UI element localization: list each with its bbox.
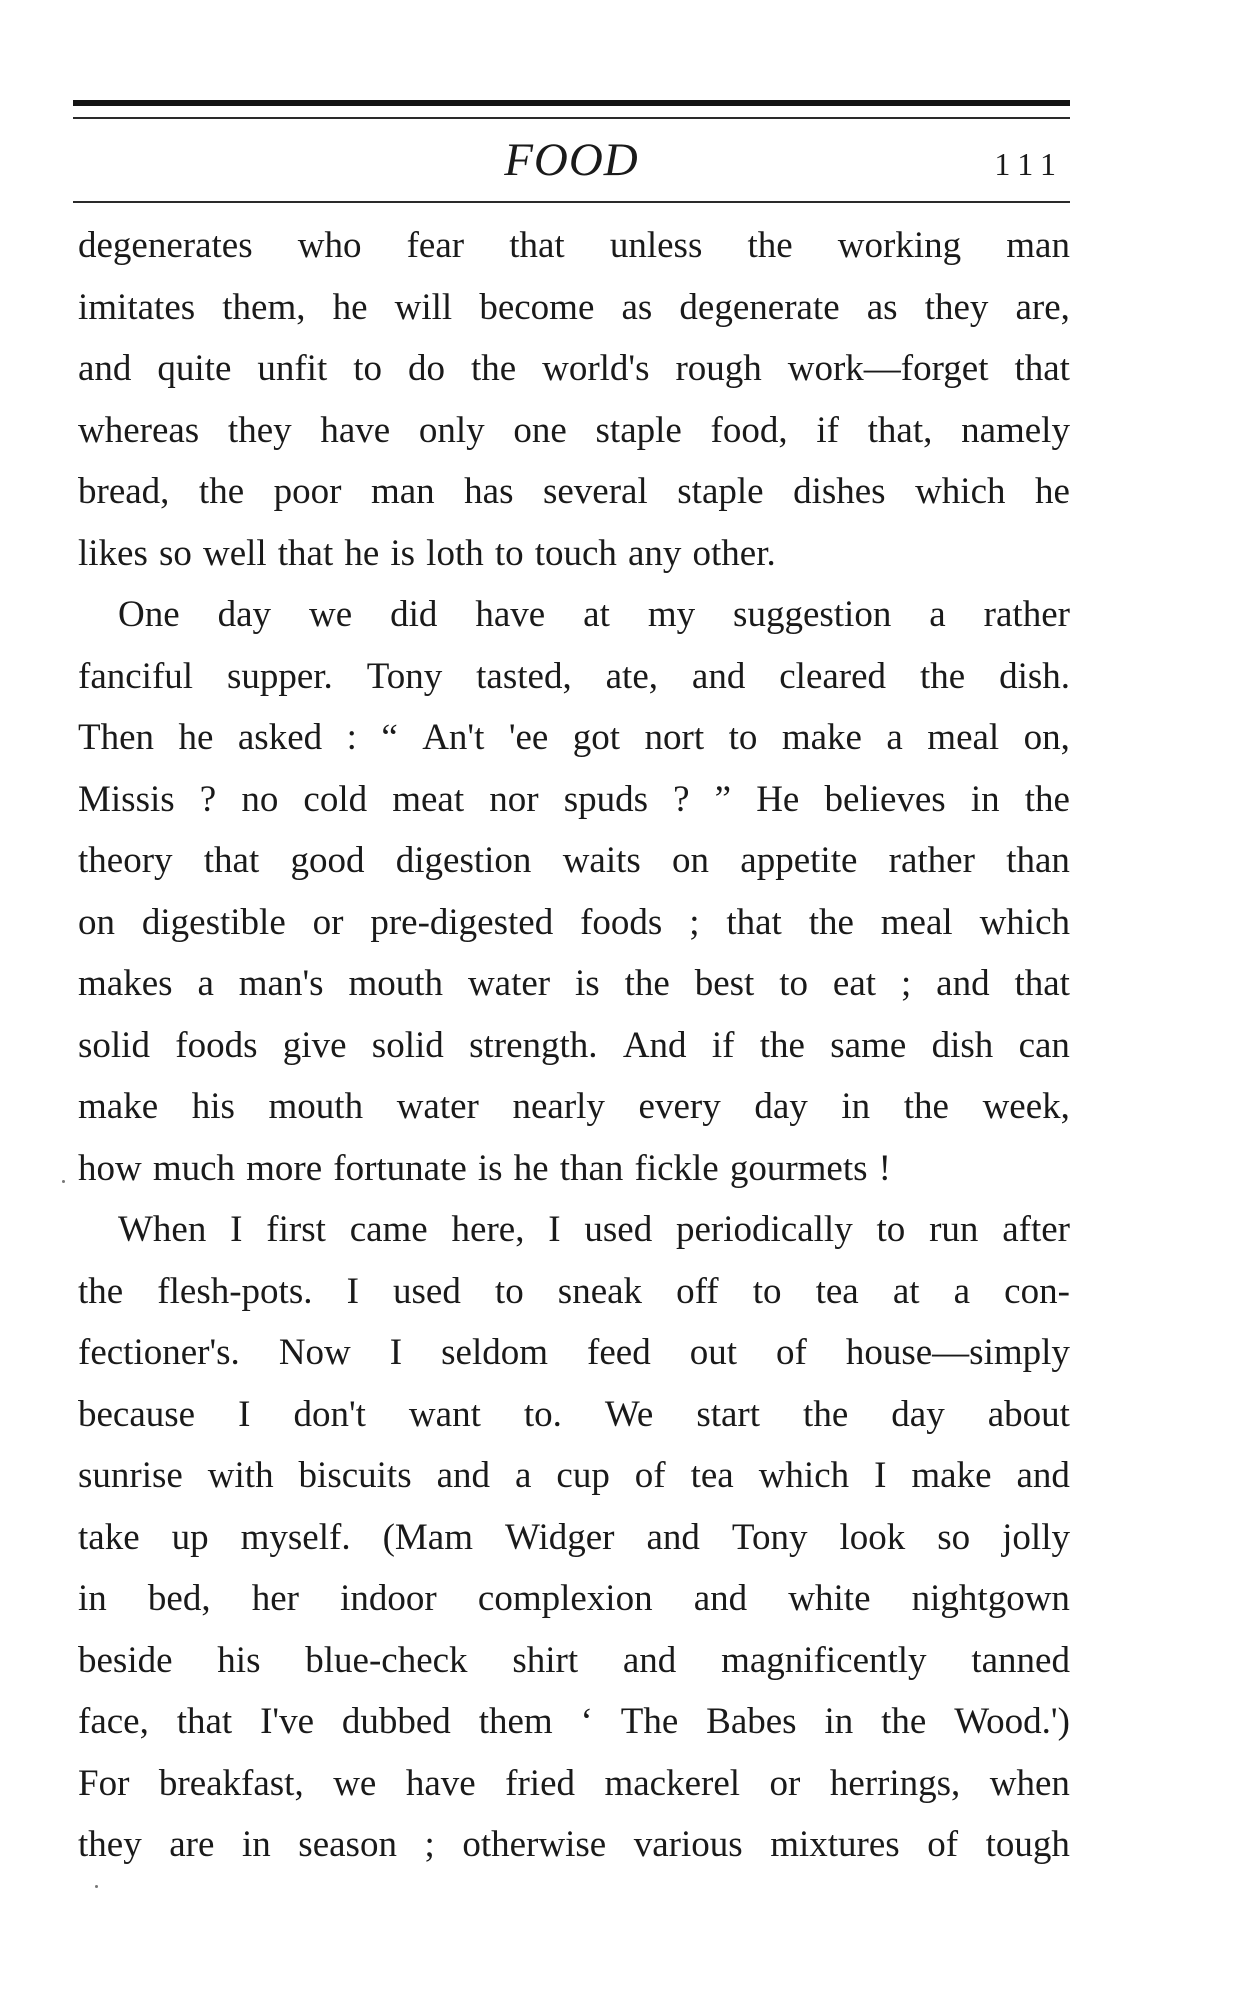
text-line: how much more fortunate is he than fickle gourmets !: [78, 1147, 891, 1189]
text-line: beside his blue-check shirt and magnificently tanned: [78, 1639, 1070, 1681]
head-rule: [73, 201, 1070, 203]
body-text: [78, 215, 1070, 1876]
text-line: likes so well that he is loth to touch any other.: [78, 532, 776, 574]
text-line: When I first came here, I used periodically to run after: [118, 1209, 1070, 1250]
page-number: 111: [994, 146, 1064, 182]
text-line: sunrise with biscuits and a cup of tea which I make and: [78, 1455, 1070, 1496]
text-line: theory that good digestion waits on appetite rather than: [78, 840, 1070, 881]
text-line: whereas they have only one staple food, if that, namely: [78, 409, 1070, 451]
text-line: make his mouth water nearly every day in the week,: [78, 1086, 1070, 1127]
text-line: fanciful supper. Tony tasted, ate, and cleared the dish.: [78, 655, 1070, 697]
text-line: bread, the poor man has several staple dishes which he: [78, 471, 1070, 512]
running-title: FOOD: [504, 134, 639, 186]
text-line: take up myself. (Mam Widger and Tony look so jolly: [78, 1516, 1070, 1558]
text-line: in bed, her indoor complexion and white nightgown: [78, 1578, 1070, 1619]
text-line: face, that I've dubbed them ‘ The Babes in the Wood.'): [78, 1701, 1070, 1742]
text-line: the flesh-pots. I used to sneak off to tea at a con-: [78, 1270, 1070, 1312]
page-speck: [62, 1180, 65, 1183]
top-rule-thin: [73, 117, 1070, 119]
text-line: Missis ? no cold meat nor spuds ? ” He believes in the: [78, 778, 1070, 820]
text-line: Then he asked : “ An't 'ee got nort to make a meal on,: [78, 717, 1070, 758]
text-line: because I don't want to. We start the day about: [78, 1393, 1070, 1435]
text-line: on digestible or pre-digested foods ; that the meal which: [78, 901, 1070, 943]
text-line: fectioner's. Now I seldom feed out of house—simply: [78, 1332, 1070, 1373]
running-head: [73, 130, 1070, 200]
text-line: degenerates who fear that unless the working man: [78, 225, 1070, 266]
text-line: and quite unfit to do the world's rough work—forget that: [78, 348, 1070, 389]
text-line: One day we did have at my suggestion a rather: [118, 594, 1070, 635]
text-line: makes a man's mouth water is the best to eat ; and that: [78, 963, 1070, 1004]
page-speck: [95, 1885, 98, 1888]
text-line: imitates them, he will become as degenerate as they are,: [78, 286, 1070, 328]
text-line: they are in season ; otherwise various mixtures of tough: [78, 1824, 1070, 1865]
text-line: solid foods give solid strength. And if the same dish can: [78, 1024, 1070, 1066]
top-rule: [73, 100, 1070, 106]
text-line: For breakfast, we have fried mackerel or herrings, when: [78, 1762, 1070, 1804]
